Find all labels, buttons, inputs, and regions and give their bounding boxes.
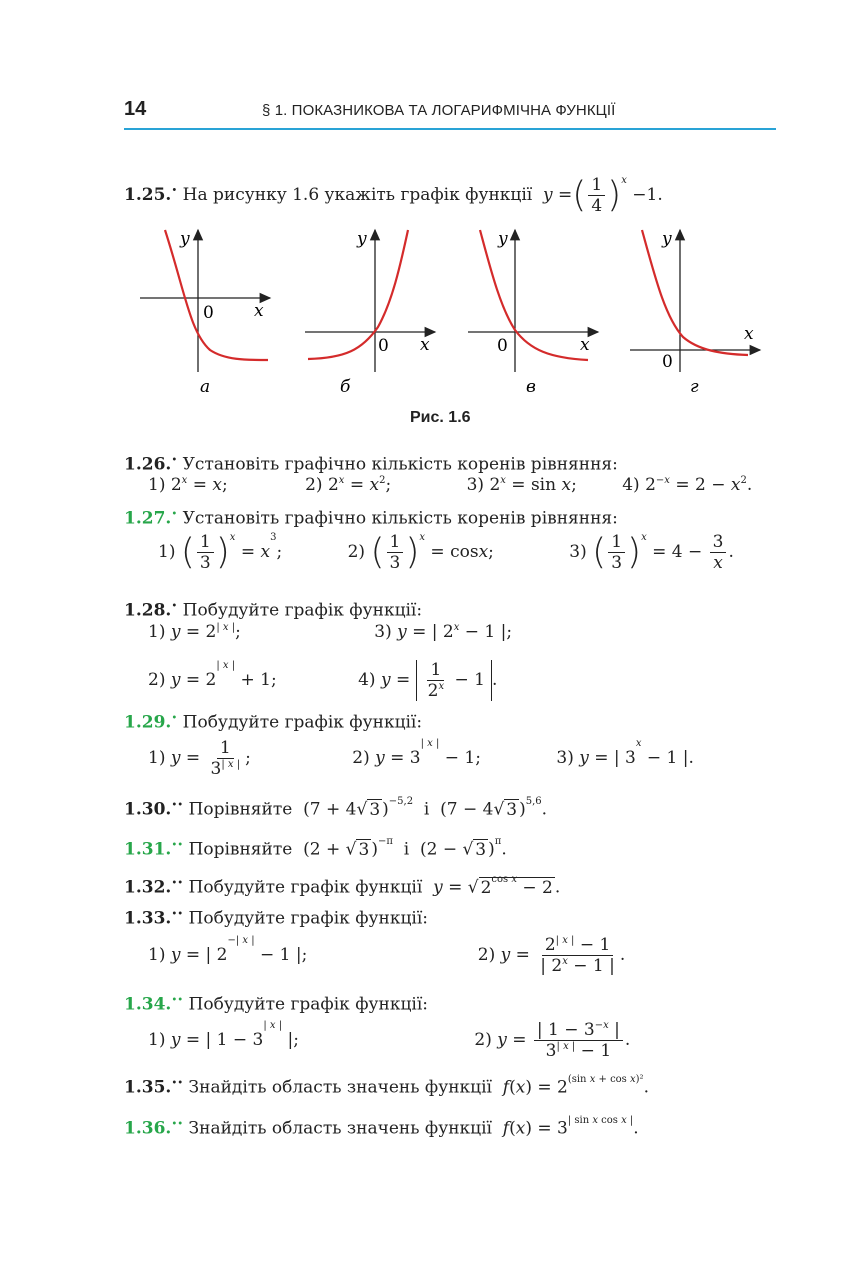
axis-x-label: x — [254, 301, 264, 321]
exercise-1-27: 1.27.• Установіть графічно кількість коренів рівняння: — [124, 508, 618, 529]
exercise-text: Порівняйте — [188, 839, 293, 860]
exercise-1-27-items: 1) ( $\frac{1}{3}$ )$^x = x^3$; 2) ( $\frac{1}{3}$ )$^x$ = cosx; 3) ( $\frac{1}{3}$ )$^x$ = 4 − $\frac{3}{x}$ . — [158, 531, 734, 573]
exercise-number: 1.30. — [124, 799, 172, 820]
graph-a — [140, 229, 270, 397]
header-rule — [124, 128, 776, 130]
exercise-1-32: 1.32.•• Побудуйте графік функції y = √ $2^{cos x} - 2$ . — [124, 874, 561, 898]
exercise-1-33: 1.33.•• Побудуйте графік функції: — [124, 908, 428, 929]
exercise-1-31: 1.31.•• Порівняйте (2 + √ 3 )$^{-\pi}$ і (2 − √ 3 )$^\pi$. — [124, 836, 507, 860]
exercise-1-29: 1.29.• Побудуйте графік функції: — [124, 712, 423, 733]
exercise-text: Знайдіть область значень функції — [188, 1077, 492, 1098]
conjunction: і — [403, 839, 410, 860]
axis-y-label: y — [357, 229, 367, 249]
exercise-number: 1.27. — [124, 508, 172, 529]
exercise-1-28-items-row1: 1) $y = 2^{| x |}$; 3) y = | $2^x - 1$ |; — [148, 622, 513, 642]
panel-label: а — [200, 377, 211, 397]
exercise-1-29-items: 1) y = $\frac{1}{3^{| x |}}$ ; 2) $y = 3^{| x |} - 1$; 3) y = | $3^x - 1$ |. — [148, 738, 694, 779]
figure-caption: Рис. 1.6 — [410, 409, 471, 426]
axis-y-label: y — [180, 229, 190, 249]
axis-y-label: y — [662, 229, 672, 249]
graph-b — [305, 229, 435, 397]
exercise-text: Побудуйте графік функції: — [182, 600, 423, 621]
section-title: § 1. ПОКАЗНИКОВА ТА ЛОГАРИФМІЧНА ФУНКЦІЇ — [262, 102, 616, 119]
exercise-1-34: 1.34.•• Побудуйте графік функції: — [124, 994, 428, 1015]
axis-x-label: x — [420, 335, 430, 355]
exercise-text: Побудуйте графік функції: — [188, 908, 428, 929]
exercise-text: Побудуйте графік функції — [188, 877, 423, 898]
exercise-text: Знайдіть область значень функції — [188, 1118, 492, 1139]
panel-label: в — [526, 377, 536, 397]
exercise-1-30: 1.30.•• Порівняйте (7 + 4√ 3 )$^{-5,2}$ і (7 − 4√ 3 )$^{5,6}$. — [124, 796, 548, 820]
figure-1-6 — [130, 222, 780, 402]
exercise-text: Побудуйте графік функції: — [182, 712, 423, 733]
axis-x-label: x — [744, 324, 754, 344]
graph-c — [468, 229, 598, 397]
exercise-number: 1.26. — [124, 454, 172, 475]
exercise-text: Установіть графічно кількість коренів рівняння: — [182, 454, 618, 475]
exercise-number: 1.32. — [124, 877, 172, 898]
axis-y-label: y — [498, 229, 508, 249]
exercise-text: На рисунку 1.6 укажіть графік функції — [182, 185, 533, 205]
exercise-1-36: 1.36.•• Знайдіть область значень функції $f(x) = 3^{| sin x cos x |}$. — [124, 1115, 639, 1139]
exercise-text: Порівняйте — [188, 799, 293, 820]
page-number: 14 — [124, 98, 147, 120]
exercise-number: 1.31. — [124, 839, 172, 860]
origin-label: 0 — [378, 336, 389, 356]
exercise-number: 1.25. — [124, 185, 172, 205]
exercise-text: Побудуйте графік функції: — [188, 994, 428, 1015]
exercise-number: 1.33. — [124, 908, 172, 929]
exercise-number: 1.29. — [124, 712, 172, 733]
exercise-1-26: 1.26.• Установіть графічно кількість коренів рівняння: — [124, 454, 618, 475]
origin-label: 0 — [662, 352, 673, 372]
exercise-number: 1.35. — [124, 1077, 172, 1098]
exercise-number: 1.28. — [124, 600, 172, 621]
exercise-number: 1.34. — [124, 994, 172, 1015]
exercise-1-25: 1.25.• На рисунку 1.6 укажіть графік функції y =( $\frac{1}{4}$ )$^x$ −1. — [124, 174, 663, 216]
origin-label: 0 — [203, 303, 214, 323]
exercise-1-35: 1.35.•• Знайдіть область значень функції $f(x) = 2^{(sin x + cos x)^2}$. — [124, 1074, 649, 1098]
origin-label: 0 — [497, 336, 508, 356]
exercise-1-34-items: 1) y = | $1 - 3^{| x |}$ |; 2) y = $\frac{| 1 - 3^{-x} |}{3^{| x |} - 1}$ . — [148, 1020, 631, 1061]
exercise-1-26-items: 1) $2^x = x$; 2) $2^x = x^2$; 3) $2^x = \sin x$; 4) $2^{-x} = 2 - x^2$. — [148, 475, 753, 495]
exercise-1-28-items-row2: 2) $y = 2^{| x |} + 1$; 4) y = $\frac{1}{2^x}$ − 1 . — [148, 660, 498, 701]
conjunction: і — [423, 799, 430, 820]
exercise-text: Установіть графічно кількість коренів рівняння: — [182, 508, 618, 529]
exercise-1-33-items: 1) y = | $2^{-| x |} - 1$ |; 2) y = $\frac{2^{| x |} - 1}{| 2^x - 1 |}$ . — [148, 935, 626, 976]
panel-label: б — [340, 377, 351, 397]
exercise-1-28: 1.28.• Побудуйте графік функції: — [124, 600, 423, 621]
panel-label: г — [690, 377, 699, 397]
graph-d — [630, 229, 760, 397]
exercise-number: 1.36. — [124, 1118, 172, 1139]
axis-x-label: x — [580, 335, 590, 355]
